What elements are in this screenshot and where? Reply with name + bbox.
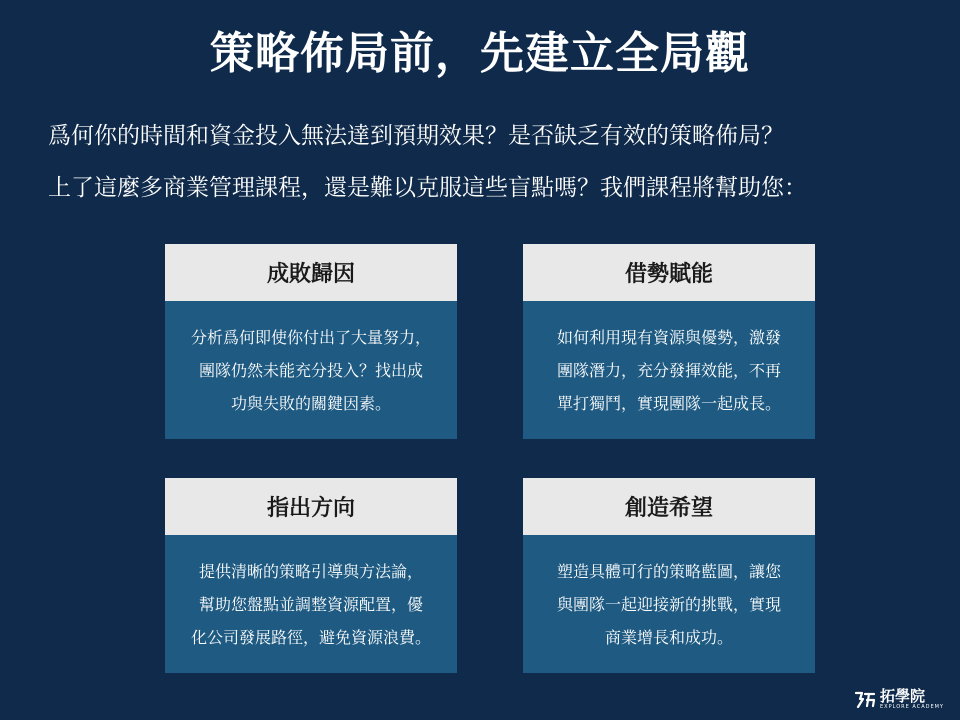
card-line: 提供清晰的策略引導與方法論， <box>198 561 423 581</box>
card-line: 塑造具體可行的策略藍圖，讓您 <box>556 561 781 581</box>
card-line: 幫助您盤點並調整資源配置，優 <box>198 594 423 614</box>
card-line: 如何利用現有資源與優勢，激發 <box>556 327 781 347</box>
intro-text <box>48 110 928 214</box>
card-heading: 創造希望 <box>523 478 815 535</box>
card-line: 與團隊一起迎接新的挑戰，實現 <box>556 594 781 614</box>
card-heading: 指出方向 <box>165 478 457 535</box>
card-line: 團隊潛力，充分發揮效能，不再 <box>556 360 781 380</box>
brand-logo <box>854 688 944 710</box>
card-line: 單打獨鬥，實現團隊一起成長。 <box>556 393 781 413</box>
logo-subtitle: EXPLORE ACADEMY <box>880 704 944 710</box>
card-body <box>523 535 815 673</box>
card-line: 商業增長和成功。 <box>604 627 733 647</box>
card-body <box>165 535 457 673</box>
card-attribution <box>165 244 457 439</box>
card-line: 團隊仍然未能充分投入？找出成 <box>198 360 423 380</box>
card-line: 化公司發展路徑，避免資源浪費。 <box>190 627 431 647</box>
intro-line-1: 爲何你的時間和資金投入無法達到預期效果？是否缺乏有效的策略佈局？ <box>48 123 784 149</box>
page-title: 策略佈局前，先建立全局觀 <box>210 28 750 79</box>
explore-academy-logo-icon <box>854 690 876 708</box>
card-hope <box>523 478 815 673</box>
card-direction <box>165 478 457 673</box>
logo-name: 拓學院 <box>880 687 926 705</box>
card-line: 功與失敗的關鍵因素。 <box>230 393 391 413</box>
card-heading: 成敗歸因 <box>165 244 457 301</box>
card-leverage <box>523 244 815 439</box>
intro-line-2: 上了這麼多商業管理課程，還是難以克服這些盲點嗎？我們課程將幫助您： <box>48 175 807 201</box>
card-body <box>165 301 457 439</box>
logo-text <box>880 688 944 710</box>
card-body <box>523 301 815 439</box>
card-heading: 借勢賦能 <box>523 244 815 301</box>
card-line: 分析爲何即使你付出了大量努力， <box>190 327 431 347</box>
